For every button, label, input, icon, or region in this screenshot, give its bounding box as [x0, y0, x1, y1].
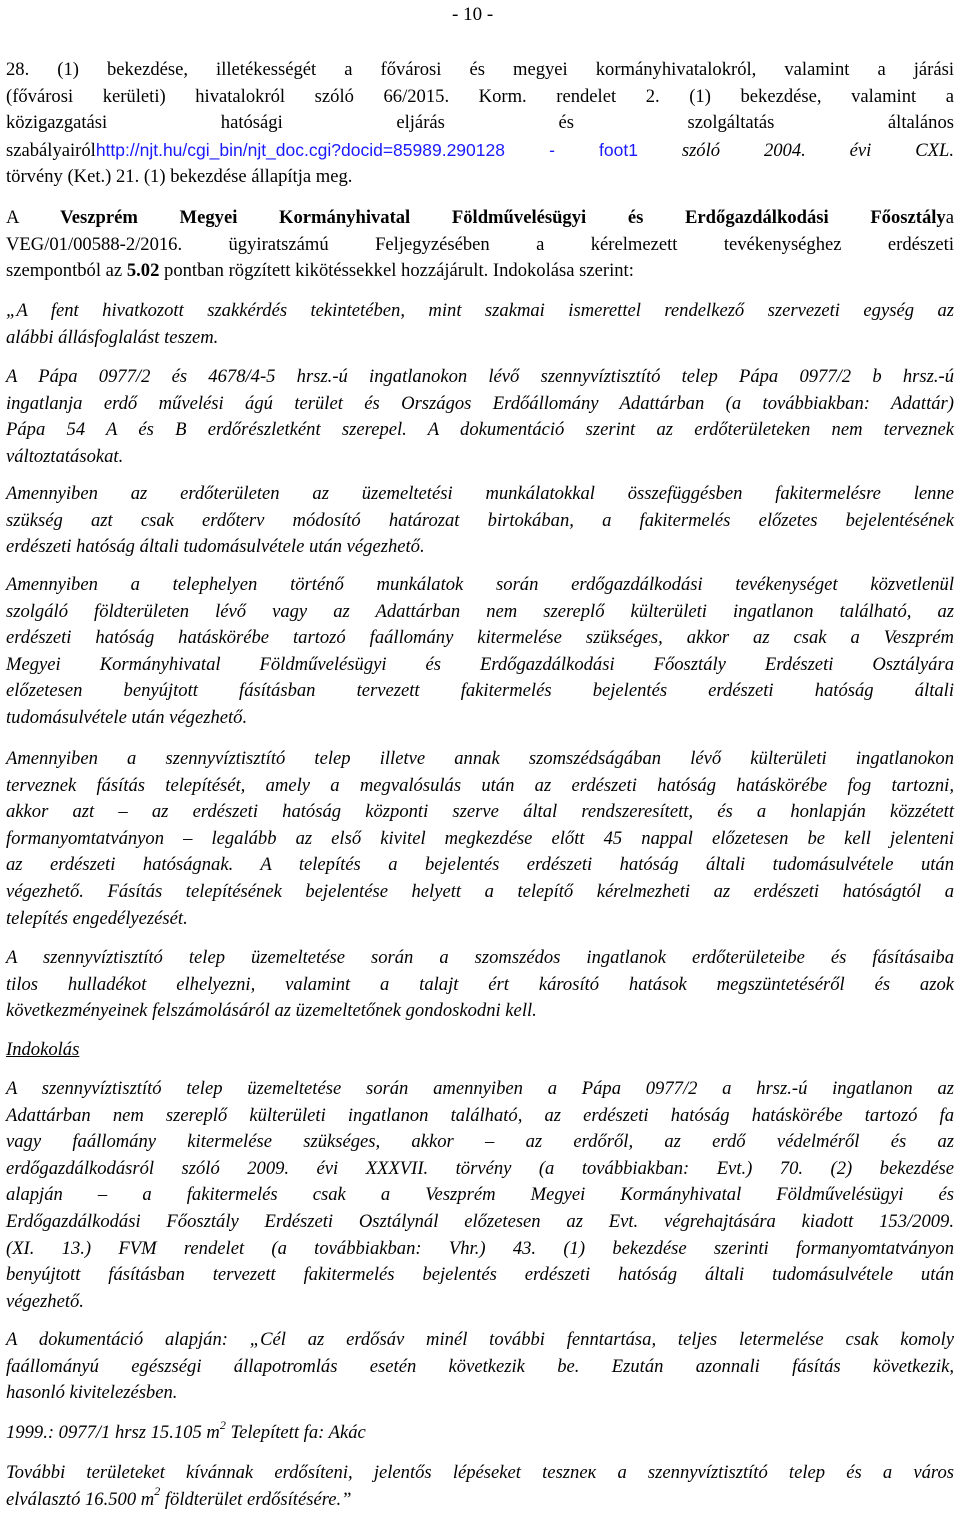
line: végezhető. [6, 1290, 84, 1312]
line [6, 1484, 954, 1513]
page-number: - 10 - [452, 4, 494, 25]
line: szolgáló földterületen lévő vagy az Adattárban nem szereplő külterületi ingatlanon található, az [6, 600, 954, 622]
line: következményeinek felszámolásáról az üzemeltetőnek gondoskodni kell. [6, 1000, 537, 1022]
paragraph-legal-basis [6, 57, 954, 191]
paragraph-amennyiben-1 [6, 481, 954, 561]
line: végezhető. Fásítás telepítésének bejelentése helyett a telepítő kérelmezheti az erdészeti hatóságtól a [6, 880, 954, 902]
text: szóló 2004. évi CXL. [637, 139, 954, 161]
paragraph-indokolas [6, 1076, 954, 1315]
text: földterület erdősítésére.” [160, 1488, 352, 1510]
line: Amennyiben az erdőterületen az üzemeltetési munkálatokkal összefüggésben fakitermelésre lenne [6, 483, 954, 504]
line: Amennyiben a szennyvíztisztító telep illetve annak szomszédságában lévő külterületi ingatlanokon [6, 748, 954, 769]
text: elválasztó 16.500 m [6, 1488, 155, 1510]
paragraph-tovabbi [6, 1460, 954, 1513]
njt-link[interactable]: http://njt.hu/cgi_bin/njt_doc.cgi?docid=85989.290128 - foot1 [95, 139, 638, 160]
line: telepítés engedélyezését. [6, 907, 188, 929]
line: erdészeti hatóság általi tudomásulvétele után végezhető. [6, 536, 425, 558]
line [6, 205, 954, 232]
line: akkor azt – az erdészeti hatóság központi szerve által rendszeresített, és a honlapján közzétett [6, 801, 954, 823]
line: „A fent hivatkozott szakkérdés tekintetében, mint szakmai ismerettel rendelkező szervezeti egység az [6, 300, 954, 321]
line: (fővárosi kerületi) hivatalokról szóló 66/2015. Korm. rendelet 2. (1) bekezdése, valamint a [6, 85, 954, 107]
text: 1999.: 0977/1 hrsz 15.105 m [6, 1422, 220, 1443]
line: alapján – a fakitermelés csak a Veszprém Megyei Kormányhivatal Földművelésügyi és [6, 1184, 954, 1206]
paragraph-veszprem [6, 205, 954, 285]
line: terveznek fásítás telepítését, amely a megvalósulás után az erdészeti hatóság hatáskörébe fog tartozni, [6, 774, 954, 796]
line: vagy faállomány kitermelése szükséges, akkor – az erdőről, az erdő védelméről és az [6, 1131, 954, 1153]
line: Erdőgazdálkodási Főosztály Erdészeti Osztálynál előzetesen az Evt. végrehajtására kiadott 153/2009. [6, 1210, 954, 1232]
line: az erdészeti hatóságnak. A telepítés a bejelentés erdészeti hatóság általi tudomásulvétele után [6, 854, 954, 876]
paragraph-papa [6, 364, 954, 470]
superscript: 2 [219, 1417, 226, 1432]
line: előzetesen benyújtott fásításban tervezett fakitermelés bejelentés erdészeti hatóság általi [6, 680, 954, 702]
line: erdészeti hatóság hatáskörébe tartozó faállomány kitermelése szükséges, akkor az csak a Veszprém [6, 627, 954, 649]
line: változtatásokat. [6, 445, 124, 467]
line: tudomásulvétele után végezhető. [6, 706, 248, 728]
line: törvény (Ket.) 21. (1) bekezdése állapítja meg. [6, 166, 353, 188]
heading-text: Indokolás [6, 1039, 80, 1060]
line: ingatlanja erdő művelési ágú terület és Országos Erdőállomány Adattárban (a továbbiakban: Adattár) [6, 392, 954, 414]
paragraph-szennyviztisztito [6, 945, 954, 1025]
line: Pápa 54 A és B erdőrészletként szerepel. A dokumentáció szerint az erdőterületeken nem terveznek [6, 419, 954, 441]
agency-name: Veszprém Megyei Kormányhivatal Földművelésügyi és Erdőgazdálkodási Főosztály [60, 207, 946, 228]
text: A [6, 207, 61, 228]
paragraph-quote-intro [6, 298, 954, 351]
line: alábbi állásfoglalást teszem. [6, 326, 219, 348]
line: A szennyvíztisztító telep üzemeltetése során a szomszédos ingatlanok erdőterületeibe és fásításaiba [6, 947, 954, 968]
line: benyújtott fásításban tervezett fakitermelés bejelentés erdészeti hatóság általi tudomásulvétele után [6, 1264, 954, 1286]
line: 28. (1) bekezdése, illetékességét a fővárosi és megyei kormányhivatalokról, valamint a járási [6, 59, 954, 80]
line: A szennyvíztisztító telep üzemeltetése során amennyiben a Pápa 0977/2 a hrsz.-ú ingatlanon az [6, 1078, 954, 1099]
line: VEG/01/00588-2/2016. ügyiratszámú Feljegyzésében a kérelmezett tevékenységhez erdészeti [6, 233, 954, 255]
line [6, 258, 954, 285]
text: szabályairól [6, 139, 96, 161]
line: tilos hulladékot elhelyezni, valamint a talajt ért károsító hatások megszüntetéséről és azok [6, 973, 954, 995]
line: (XI. 13.) FVM rendelet (a továbbiakban: Vhr.) 43. (1) bekezdése szerinti formanyomtatványon [6, 1237, 954, 1259]
line: Adattárban nem szereplő külterületi ingatlanon található, az erdészeti hatóság hatáskörébe tartozó fa [6, 1104, 954, 1126]
text: Telepített fa: Akác [225, 1422, 366, 1443]
paragraph-dokumentacio [6, 1327, 954, 1407]
line: hasonló kivitelezésben. [6, 1382, 178, 1404]
heading-indokolas [6, 1037, 954, 1064]
line: Amennyiben a telephelyen történő munkálatok során erdőgazdálkodási tevékenységet közvetlenül [6, 574, 954, 595]
paragraph-amennyiben-3 [6, 746, 954, 932]
superscript: 2 [154, 1484, 161, 1499]
line: A Pápa 0977/2 és 4678/4-5 hrsz.-ú ingatlanokon lévő szennyvíztisztító telep Pápa 0977/2 b hrsz.-ú [6, 366, 954, 387]
text: pontban rögzített kikötéssekkel hozzájárult. [159, 260, 489, 282]
point-ref: 5.02 [126, 260, 160, 282]
line: közigazgatási hatósági eljárás és szolgáltatás általános [6, 112, 954, 134]
text: szempontból az [6, 260, 127, 282]
line: További területeket kívánnak erdősíteni, jelentős lépéseket teszneк a szennyvíztisztító telep és a város [6, 1462, 954, 1483]
line: Megyei Kormányhivatal Földművelésügyi és Erdőgazdálkodási Főosztály Erdészeti Osztályára [6, 653, 954, 675]
line: formanyomtatványon – legalább az első kivitel megkezdése előtt 45 nappal előzetesen be kell jelenteni [6, 827, 954, 849]
line: A dokumentáció alapján: „Cél az erdősáv minél további fenntartása, teljes letermelése csak komoly [6, 1329, 954, 1350]
line [6, 137, 954, 165]
line: szükség azt csak erdőterv módosító határozat birtokában, a fakitermelés előzetes bejelentésének [6, 509, 954, 531]
line: faállományú egészségi állapotromlás esetén következik be. Ezután azonnali fásítás következik, [6, 1355, 954, 1377]
line [6, 1417, 954, 1447]
text: Indokolása szerint: [488, 260, 634, 282]
paragraph-1999 [6, 1417, 954, 1447]
line: erdőgazdálkodásról szóló 2009. évi XXXVII. törvény (a továbbiakban: Evt.) 70. (2) bekezdése [6, 1157, 954, 1179]
paragraph-amennyiben-2 [6, 572, 954, 732]
text: a [945, 207, 954, 228]
